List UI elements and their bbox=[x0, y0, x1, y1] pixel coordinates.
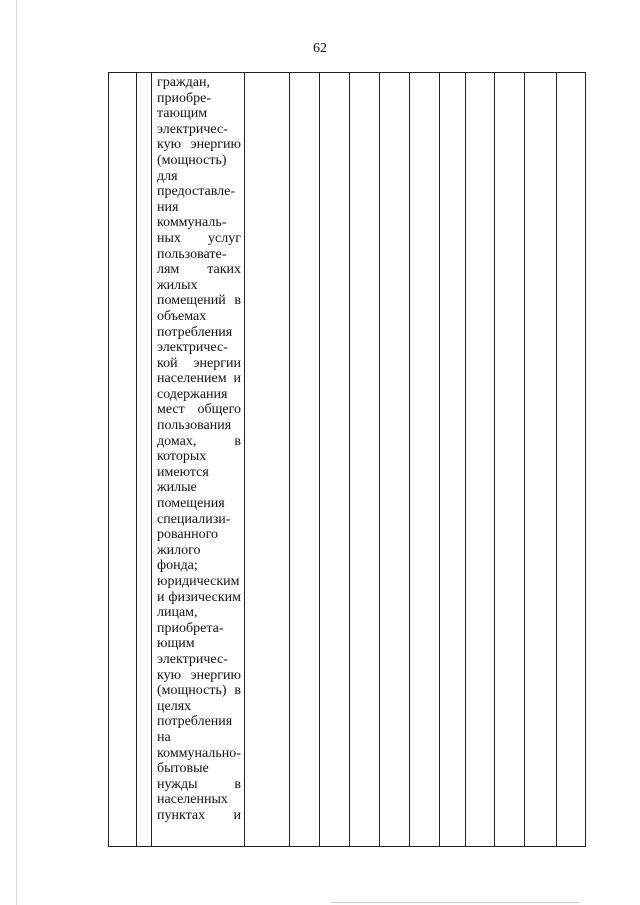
column-divider bbox=[289, 73, 290, 846]
cell-text-line: (мощность) bbox=[157, 152, 227, 168]
cell-text-line: тающим bbox=[157, 106, 208, 122]
cell-text-line: кую энергию bbox=[157, 137, 241, 153]
cell-text-line: содержания bbox=[157, 386, 228, 402]
column-divider bbox=[524, 73, 525, 846]
column-divider bbox=[349, 73, 350, 846]
cell-text-line: коммунально- bbox=[157, 745, 241, 761]
cell-text-line: юридическим bbox=[157, 574, 240, 589]
table-border-right bbox=[585, 73, 586, 846]
cell-text-line: нужды в bbox=[157, 776, 241, 792]
column-divider bbox=[136, 73, 137, 846]
cell-text-line: приобре- bbox=[157, 90, 211, 106]
cell-text-line: которых bbox=[157, 449, 207, 465]
description-cell bbox=[154, 73, 244, 824]
cell-text-line: ных услуг bbox=[157, 230, 241, 246]
column-divider bbox=[556, 73, 557, 846]
cell-text-line: и физическим bbox=[157, 589, 241, 605]
table bbox=[108, 72, 586, 847]
cell-text-line: потребления bbox=[157, 324, 233, 340]
column-divider bbox=[465, 73, 466, 846]
cell-text-line: лицам, bbox=[157, 605, 198, 621]
cell-text-line: граждан, bbox=[157, 75, 210, 90]
cell-text-line: жилые bbox=[157, 480, 197, 496]
column-divider bbox=[409, 73, 410, 846]
column-divider bbox=[319, 73, 320, 846]
cell-text-line: населением и bbox=[157, 371, 241, 387]
cell-text-line: населенных bbox=[157, 792, 228, 808]
cell-text-line: объемах bbox=[157, 308, 207, 324]
cell-text-line: пунктах и bbox=[157, 807, 241, 823]
cell-text-line: жилых bbox=[157, 277, 198, 293]
cell-text-line: ющим bbox=[157, 636, 195, 652]
cell-text-line: электричес- bbox=[157, 340, 228, 356]
cell-text-line: ния bbox=[157, 199, 179, 215]
column-divider bbox=[379, 73, 380, 846]
cell-text-line: предоставле- bbox=[157, 184, 235, 200]
scan-edge-line bbox=[16, 0, 17, 905]
cell-text-line: мест общего bbox=[157, 402, 241, 418]
cell-text-line: для bbox=[157, 168, 178, 184]
cell-text-line: домах, в bbox=[157, 433, 241, 449]
table-border-left bbox=[108, 73, 109, 846]
cell-text-line: имеются bbox=[157, 464, 209, 480]
column-divider bbox=[151, 73, 152, 846]
cell-text-line: помещений в bbox=[157, 293, 241, 309]
cell-text-line: кую энергию bbox=[157, 667, 241, 683]
cell-text-line: целях bbox=[157, 698, 192, 714]
column-divider bbox=[439, 73, 440, 846]
cell-text-line: жилого bbox=[157, 542, 201, 558]
cell-text-line: электричес- bbox=[157, 651, 228, 667]
cell-text-line: приобрета- bbox=[157, 620, 224, 636]
cell-text-line: кой энергии bbox=[157, 355, 241, 371]
cell-text-line: специализи- bbox=[157, 511, 231, 527]
cell-text-line: рованного bbox=[157, 527, 219, 543]
column-divider bbox=[494, 73, 495, 846]
cell-text-line: на bbox=[157, 729, 171, 745]
cell-text-line: лям таких bbox=[157, 262, 241, 278]
cell-text-line: фонда; bbox=[157, 558, 198, 574]
scan-bottom-line bbox=[330, 902, 580, 903]
cell-text-line: коммуналь- bbox=[157, 215, 227, 231]
cell-text-line: пользования bbox=[157, 418, 232, 434]
cell-text-line: пользовате- bbox=[157, 246, 227, 262]
column-divider bbox=[244, 73, 245, 846]
cell-text-line: помещения bbox=[157, 496, 225, 512]
cell-text-line: электричес- bbox=[157, 121, 228, 137]
cell-text-line: потребления bbox=[157, 714, 233, 730]
cell-text-line: бытовые bbox=[157, 761, 209, 777]
page-number: 62 bbox=[313, 41, 327, 56]
cell-text-line: (мощность) в bbox=[157, 683, 241, 699]
